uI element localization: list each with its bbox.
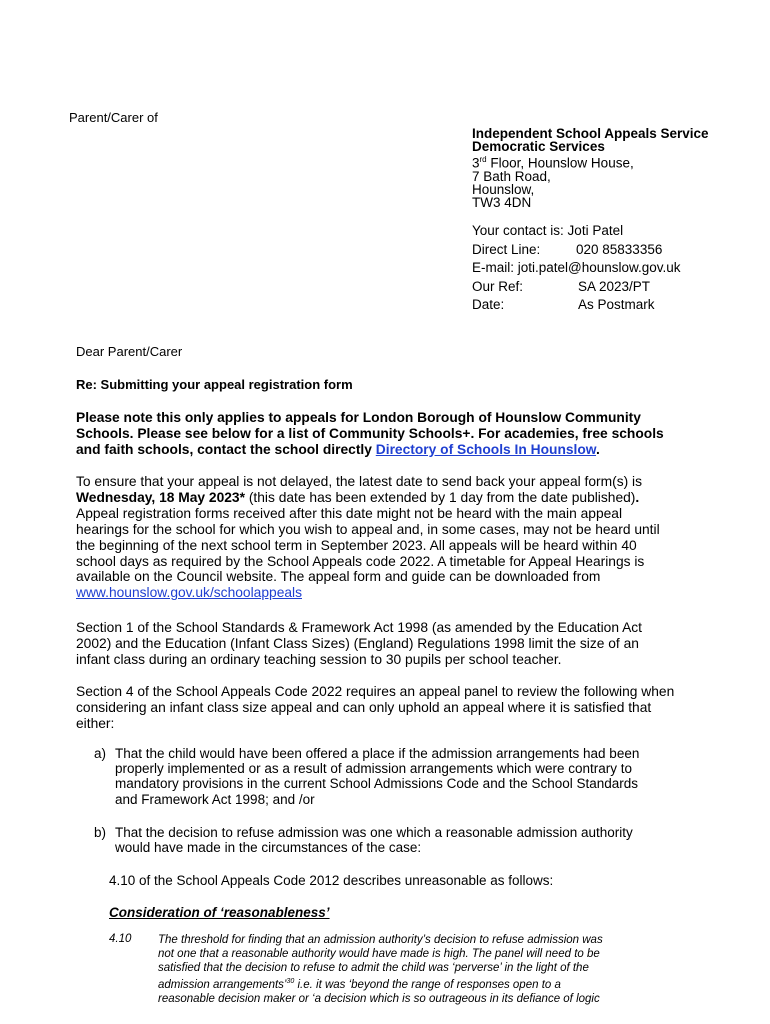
sender-department: Democratic Services	[472, 139, 605, 154]
sender-town: Hounslow,	[472, 181, 535, 197]
letter-date: Date: As Postmark	[472, 297, 655, 312]
addressee: Parent/Carer of	[69, 110, 158, 125]
item-a-marker: a)	[94, 746, 107, 761]
reasonableness-heading: Consideration of ‘reasonableness’	[109, 905, 330, 920]
subject-line: Re: Submitting your appeal registration form	[76, 377, 353, 392]
school-appeals-link[interactable]: www.hounslow.gov.uk/schoolappeals	[76, 585, 302, 601]
email-line: E-mail: joti.patel@hounslow.gov.uk	[472, 260, 681, 275]
deadline-date: Wednesday, 18 May 2023*	[76, 489, 245, 505]
item-b-marker: b)	[94, 825, 107, 840]
our-ref: Our Ref: SA 2023/PT	[472, 278, 651, 294]
notice-paragraph: Please note this only applies to appeals for London Borough of Hounslow Community Schools. Please see below for a list of Community Schools+. For academies, free schools and faith schools, contact the school directly Directory of Schools In Hounslow.	[76, 410, 664, 457]
item-b-text: That the decision to refuse admission was one which a reasonable admission authority would have made in the circumstances of the case:	[115, 825, 633, 856]
sender-org: Independent School Appeals Service	[472, 126, 709, 141]
directory-of-schools-link[interactable]: Directory of Schools In Hounslow	[375, 441, 597, 457]
contact-block	[472, 222, 681, 315]
section4-paragraph: Section 4 of the School Appeals Code 2022 requires an appeal panel to review the following when considering an infant class size appeal and can only uphold an appeal where it is satisfied that either:	[76, 684, 675, 731]
quote-number: 4.10	[109, 933, 132, 945]
salutation: Dear Parent/Carer	[76, 344, 183, 359]
sender-postcode: TW3 4DN	[472, 194, 532, 210]
item-a-text: That the child would have been offered a place if the admission arrangements had been properly implemented or as a result of admission arrangements which were contrary to mandatory provisions in the current School Admissions Code and the School Standards and Framework Act 1998; and /or	[115, 746, 640, 807]
code-reference: 4.10 of the School Appeals Code 2012 describes unreasonable as follows:	[109, 873, 554, 888]
direct-line: Direct Line: 020 85833356	[472, 241, 663, 257]
contact-name: Your contact is: Joti Patel	[472, 223, 624, 238]
quote-text: The threshold for finding that an admission authority’s decision to refuse admission was not one that a reasonable authority would have made is high. The panel will need to be satisfied that the decision to refuse to admit the child was ‘perverse’ in the light of the admission arrangements’$^{30}$ i.e. it was ‘beyond the range of responses open to a reasonable decision maker or ‘a decision which is so outrageous in its defiance of logic	[158, 934, 603, 1005]
sender-address	[472, 127, 709, 209]
deadline-paragraph: To ensure that your appeal is not delayed, the latest date to send back your appeal form(s) is Wednesday, 18 May 2023* (this date has been extended by 1 day from the date published). Appeal registration forms received after this date might not be heard with the main appeal hearings for the school for which you wish to appeal and, in some cases, may not be heard until the beginning of the next school term in September 2023. All appeals will be heard within 40 school days as required by the School Appeals code 2022. A timetable for Appeal Hearings is available on the Council website. The appeal form and guide can be downloaded from www.hounslow.gov.uk/schoolappeals	[76, 474, 660, 601]
sender-floor: 3rd Floor, Hounslow House,	[472, 155, 634, 171]
section1-paragraph: Section 1 of the School Standards & Framework Act 1998 (as amended by the Education Act 2002) and the Education (Infant Class Sizes) (England) Regulations 1998 limit the size of an infant class during an ordinary teaching session to 30 pupils per school teacher.	[76, 620, 643, 667]
sender-street: 7 Bath Road,	[472, 168, 551, 184]
